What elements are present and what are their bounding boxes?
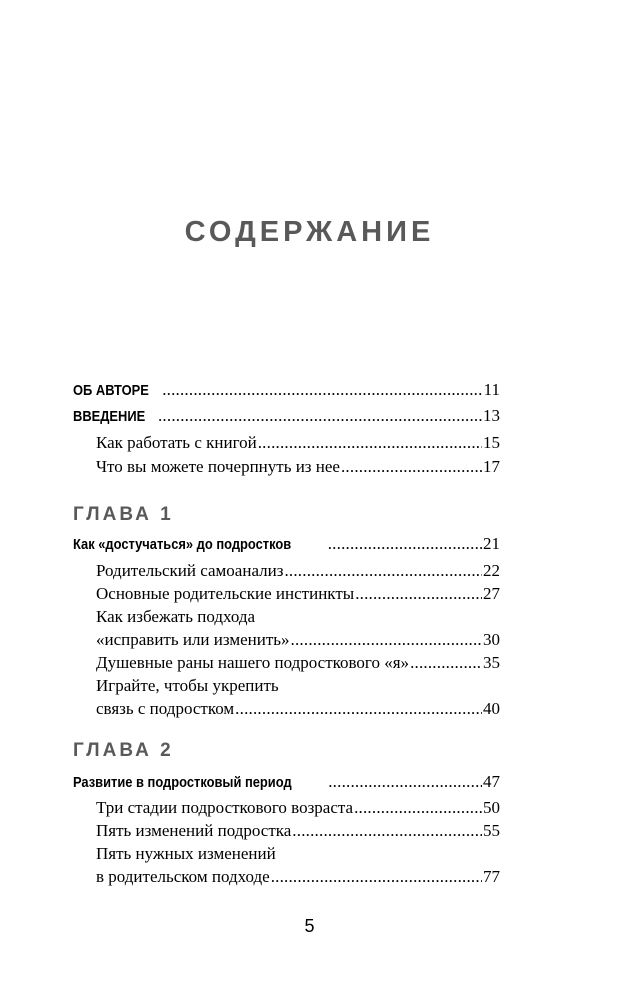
toc-entry-page: 40 — [483, 699, 500, 718]
chapter-1-heading: ГЛАВА 1 — [73, 504, 174, 525]
toc-entry-page: 77 — [483, 867, 500, 886]
toc-entry[interactable] — [96, 797, 500, 819]
toc-entry-title: Как «достучаться» до подростков — [73, 536, 292, 553]
dot-leader — [354, 797, 482, 819]
dot-leader — [291, 629, 482, 651]
toc-entry-title: Как работать с книгой — [96, 433, 257, 452]
toc-entry[interactable] — [96, 652, 500, 674]
dot-leader — [158, 405, 482, 427]
toc-entry-title-line1: Играйте, чтобы укрепить — [96, 676, 279, 695]
toc-entry-page: 21 — [483, 534, 500, 553]
toc-entry-page: 47 — [483, 772, 500, 791]
toc-entry-about-author[interactable] — [73, 379, 500, 401]
toc-entry-page: 22 — [483, 561, 500, 580]
dot-leader — [292, 820, 482, 842]
dot-leader — [355, 583, 482, 605]
toc-entry[interactable] — [96, 866, 500, 888]
toc-entry-page: 27 — [483, 584, 500, 603]
toc-entry-title: связь с подростком — [96, 699, 235, 718]
toc-entry-page: 13 — [483, 406, 500, 425]
toc-entry-chapter-2-section[interactable] — [73, 771, 500, 793]
page-title: СОДЕРЖАНИЕ — [184, 216, 435, 248]
toc-entry[interactable] — [96, 629, 500, 651]
dot-leader — [328, 533, 482, 555]
toc-entry-title: в родительском подходе — [96, 867, 270, 886]
page-number: 5 — [304, 916, 315, 936]
dot-leader — [410, 652, 482, 674]
toc-entry-title: «исправить или изменить» — [96, 630, 290, 649]
dot-leader — [284, 560, 482, 582]
toc-entry[interactable] — [96, 583, 500, 605]
toc-entry-title: Пять изменений подростка — [96, 821, 292, 840]
toc-entry-page: 55 — [483, 821, 500, 840]
toc-entry-title: Основные родительские инстинкты — [96, 584, 355, 603]
toc-entry-page: 17 — [483, 457, 500, 476]
toc-entry-page: 30 — [483, 630, 500, 649]
toc-entry[interactable] — [96, 820, 500, 842]
toc-entry-chapter-1-section[interactable] — [73, 533, 500, 555]
toc-entry-introduction[interactable] — [73, 405, 500, 427]
toc-entry-how-to-work[interactable] — [96, 432, 500, 454]
dot-leader — [328, 771, 482, 793]
toc-entry-title: Развитие в подростковый период — [73, 774, 292, 791]
toc-entry-what-you-get[interactable] — [96, 456, 500, 478]
dot-leader — [258, 432, 482, 454]
toc-entry-title: Три стадии подросткового возраста — [96, 798, 354, 817]
toc-entry-title: ВВЕДЕНИЕ — [73, 408, 146, 425]
toc-entry-page: 50 — [483, 798, 500, 817]
dot-leader — [341, 456, 482, 478]
toc-entry-title: Что вы можете почерпнуть из нее — [96, 457, 340, 476]
dot-leader — [162, 379, 482, 401]
toc-entry[interactable] — [96, 560, 500, 582]
toc-entry-title: Родительский самоанализ — [96, 561, 284, 580]
toc-entry-title: ОБ АВТОРЕ — [73, 382, 149, 399]
toc-entry-title-line1: Как избежать подхода — [96, 607, 256, 626]
dot-leader — [271, 866, 482, 888]
toc-entry[interactable] — [96, 698, 500, 720]
toc-entry-title-line1: Пять нужных изменений — [96, 844, 276, 863]
toc-entry-page: 11 — [483, 380, 500, 399]
toc-entry-page: 35 — [483, 653, 500, 672]
dot-leader — [235, 698, 482, 720]
toc-entry-page: 15 — [483, 433, 500, 452]
chapter-2-heading: ГЛАВА 2 — [73, 740, 174, 761]
toc-entry-title: Душевные раны нашего подросткового «я» — [96, 653, 410, 672]
